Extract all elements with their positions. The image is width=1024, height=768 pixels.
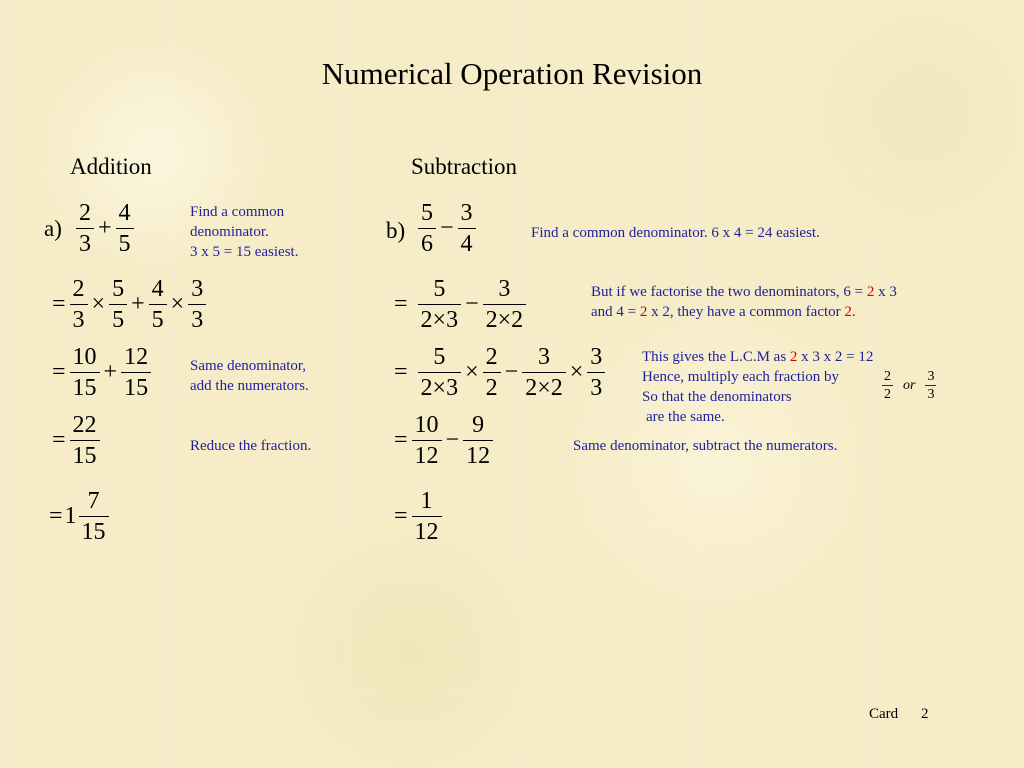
subtraction-step-3 xyxy=(392,340,607,404)
addition-step-3 xyxy=(50,340,153,404)
operator: × xyxy=(465,358,479,385)
subtraction-note-same-denominator: Same denominator, subtract the numerators. xyxy=(573,438,838,454)
subtraction-note-factorise xyxy=(591,282,897,322)
equals-sign: = xyxy=(52,426,66,453)
note-line: This gives the L.C.M as 2 x 3 x 2 = 12 xyxy=(642,349,874,365)
equals-sign: = xyxy=(394,426,408,453)
subtraction-step-4 xyxy=(392,408,495,472)
operator: − xyxy=(445,426,460,453)
fraction: $\frac{3}{3}$ xyxy=(188,274,206,335)
note-line: denominator. xyxy=(190,224,269,240)
equals-sign: = xyxy=(52,358,66,385)
fraction: $\frac{3}{2\times 2}$ xyxy=(483,274,527,335)
note-line: and 4 = 2 x 2, they have a common factor 2. xyxy=(591,304,856,320)
or-text: or xyxy=(903,377,916,393)
addition-heading: Addition xyxy=(70,154,152,179)
operator: − xyxy=(465,290,479,317)
fraction: $\frac{3}{4}$ xyxy=(458,198,476,259)
operator: × xyxy=(170,290,185,317)
fraction: $\frac{3}{2\times 2}$ xyxy=(522,342,566,403)
fraction: $\frac{5}{5}$ xyxy=(109,274,127,335)
fraction: $\frac{22}{15}$ xyxy=(70,410,100,471)
subtraction-step-1 xyxy=(416,196,478,260)
fraction: $\frac{3}{3}$ xyxy=(927,369,935,402)
fraction: $\frac{4}{5}$ xyxy=(149,274,167,335)
fraction: $\frac{5}{6}$ xyxy=(418,198,436,259)
equals-sign: = xyxy=(394,502,408,529)
addition-note-same-denominator xyxy=(190,356,309,396)
operator: + xyxy=(131,290,145,317)
fraction: $\frac{5}{2\times 3}$ xyxy=(418,342,462,403)
note-line: Same denominator, xyxy=(190,358,307,374)
fraction: $\frac{10}{15}$ xyxy=(70,342,100,403)
addition-step-5 xyxy=(47,484,111,548)
note-line: So that the denominators xyxy=(642,389,792,405)
addition-step-4 xyxy=(50,408,102,472)
operator: × xyxy=(91,290,106,317)
subtraction-note-lcm xyxy=(642,347,873,427)
footer-card-number: 2 xyxy=(921,706,929,722)
whole-number: 1 xyxy=(64,502,77,529)
addition-note-reduce: Reduce the fraction. xyxy=(190,438,312,454)
fraction: $\frac{10}{12}$ xyxy=(412,410,442,471)
multiplier-fractions xyxy=(878,368,940,403)
slide-title: Numerical Operation Revision xyxy=(321,56,703,91)
subtraction-heading: Subtraction xyxy=(411,154,518,179)
operator: + xyxy=(98,214,112,241)
fraction: $\frac{2}{2}$ xyxy=(884,369,891,402)
note-line: But if we factorise the two denominators, 6 = 2 x 3 xyxy=(591,284,897,300)
fraction: $\frac{4}{5}$ xyxy=(116,198,134,259)
fraction: $\frac{2}{2}$ xyxy=(483,342,501,403)
fraction: $\frac{3}{3}$ xyxy=(587,342,605,403)
note-line: Find a common xyxy=(190,204,285,220)
note-line: Hence, multiply each fraction by xyxy=(642,369,840,385)
fraction: $\frac{2}{3}$ xyxy=(76,198,94,259)
equals-sign: = xyxy=(394,290,408,317)
subtraction-step-2 xyxy=(392,272,528,336)
fraction: $\frac{2}{3}$ xyxy=(70,274,88,335)
note-line: are the same. xyxy=(646,409,725,425)
addition-step-2 xyxy=(50,272,208,336)
fraction: $\frac{7}{15}$ xyxy=(79,486,109,547)
operator: − xyxy=(504,358,519,385)
equals-sign: = xyxy=(394,358,408,385)
fraction: $\frac{1}{12}$ xyxy=(412,486,442,547)
operator: − xyxy=(440,214,454,241)
fraction: $\frac{9}{12}$ xyxy=(463,410,493,471)
addition-step-1 xyxy=(74,196,136,260)
footer-card-label: Card xyxy=(869,706,899,722)
operator: × xyxy=(569,358,584,385)
note-line: 3 x 5 = 15 easiest. xyxy=(190,244,299,260)
subtraction-label: b) xyxy=(386,218,406,243)
operator: + xyxy=(103,358,118,385)
fraction: $\frac{5}{2\times 3}$ xyxy=(418,274,462,335)
equals-sign: = xyxy=(49,502,63,529)
subtraction-note-common-denominator: Find a common denominator. 6 x 4 = 24 easiest. xyxy=(531,225,820,241)
note-line: add the numerators. xyxy=(190,378,309,394)
equals-sign: = xyxy=(52,290,66,317)
addition-note-common-denominator xyxy=(190,202,298,262)
subtraction-step-5 xyxy=(392,484,444,548)
fraction: $\frac{12}{15}$ xyxy=(121,342,151,403)
addition-label: a) xyxy=(44,216,62,241)
